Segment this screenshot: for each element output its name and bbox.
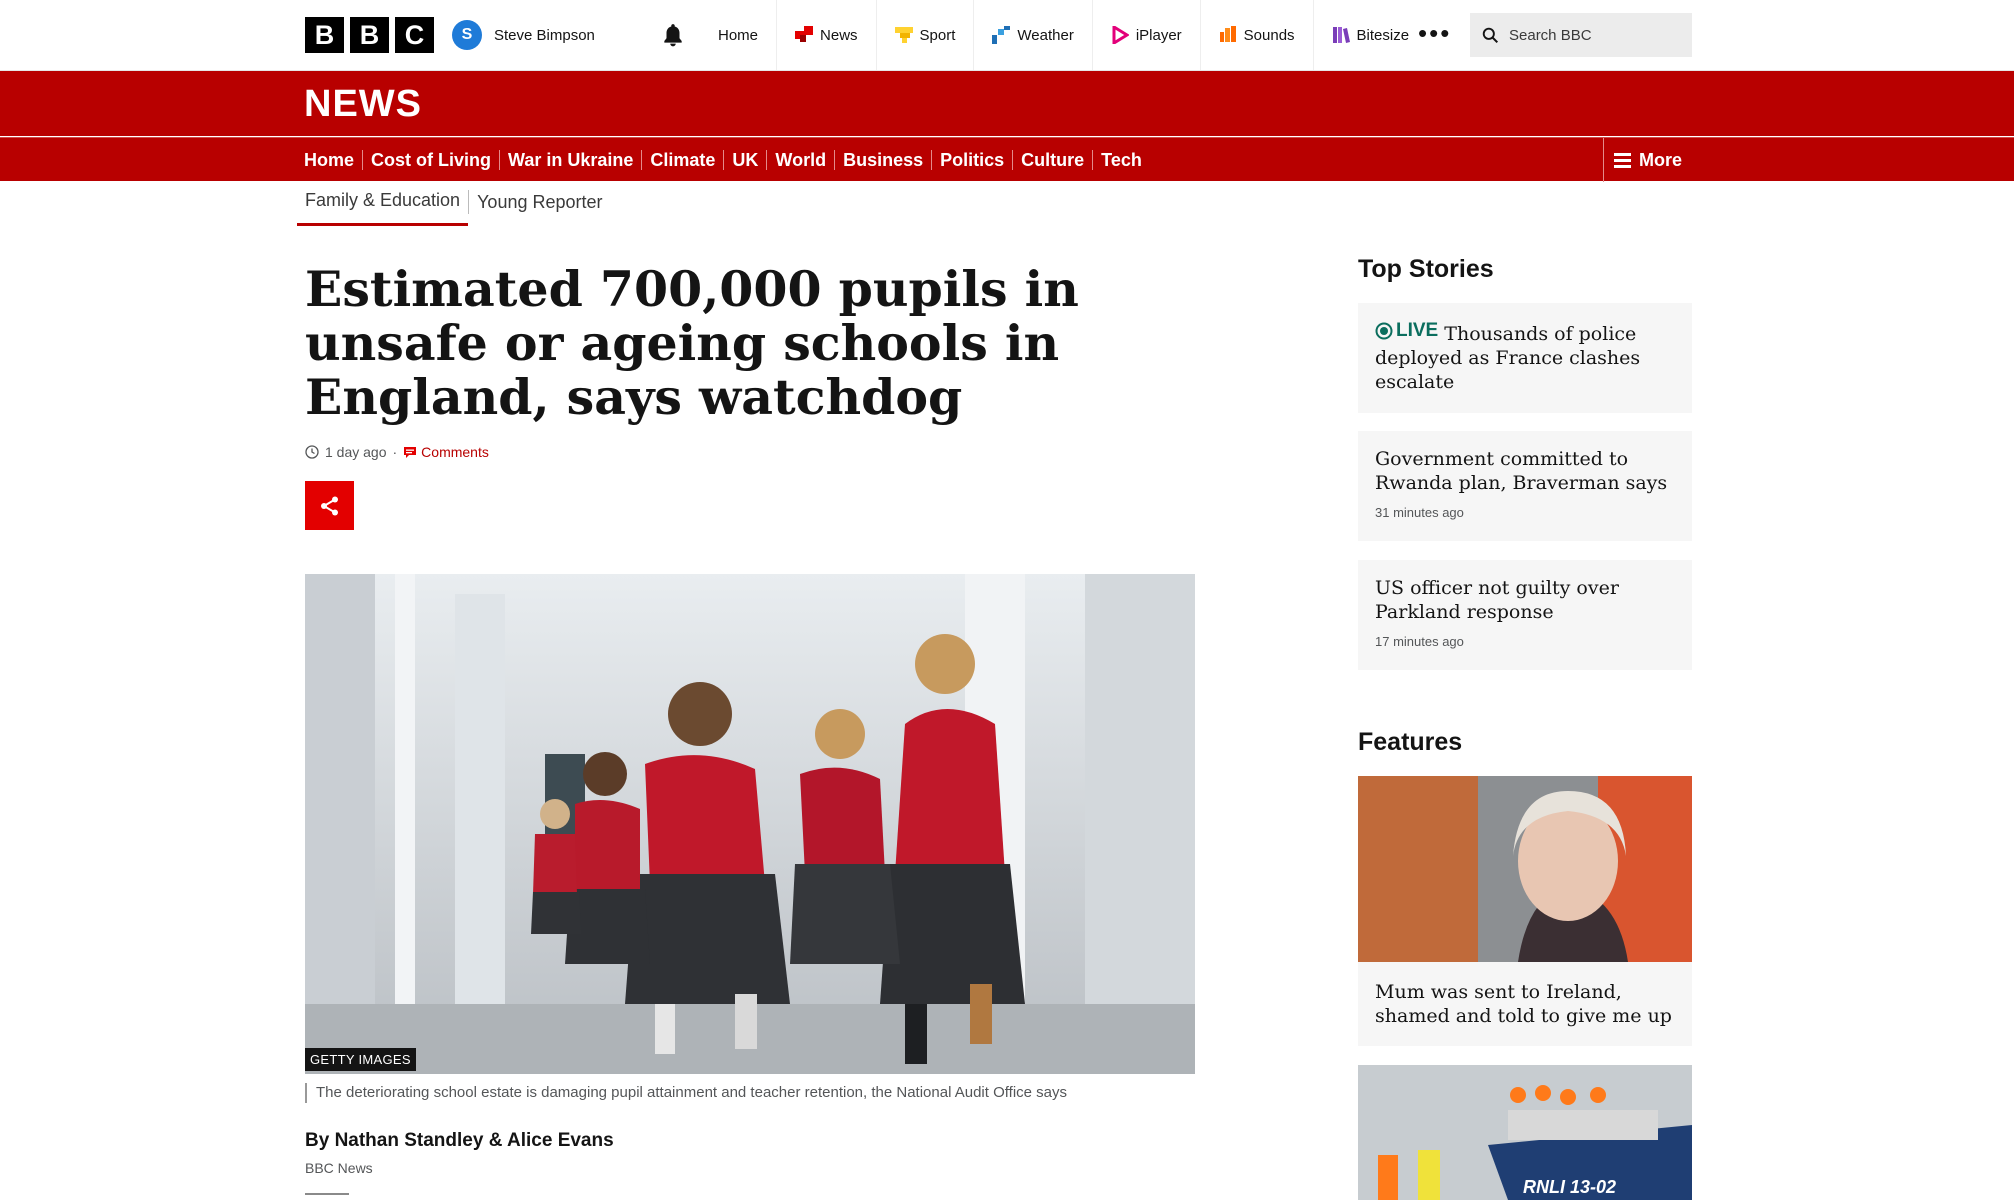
meta-separator: · xyxy=(392,444,398,460)
top-story-card[interactable] xyxy=(1358,560,1692,670)
top-nav-weather[interactable] xyxy=(973,0,1091,70)
live-icon xyxy=(1375,322,1393,340)
bbc-logo[interactable] xyxy=(305,17,434,53)
article-time: 1 day ago xyxy=(325,444,387,460)
top-stories-heading: Top Stories xyxy=(1358,255,1494,283)
news-nav-politics[interactable]: Politics xyxy=(931,150,1012,170)
news-nav-cost-of-living[interactable]: Cost of Living xyxy=(362,150,499,170)
search-placeholder: Search BBC xyxy=(1509,26,1592,44)
bitesize-icon xyxy=(1332,26,1350,44)
feature-card[interactable] xyxy=(1358,1065,1692,1200)
tab-young-reporter[interactable]: Young Reporter xyxy=(477,191,603,212)
news-nav-uk[interactable]: UK xyxy=(723,150,766,170)
logo-letter: B xyxy=(305,17,344,53)
feature-headline: Mum was sent to Ireland, shamed and told to give me up xyxy=(1375,981,1672,1027)
top-nav-label: Bitesize xyxy=(1356,26,1410,44)
top-nav-label: News xyxy=(820,26,858,44)
top-story-title xyxy=(1375,319,1675,394)
article-hero-image xyxy=(305,574,1195,1074)
byline-organisation: BBC News xyxy=(305,1160,373,1176)
account-link[interactable] xyxy=(452,20,595,50)
news-nav-world[interactable]: World xyxy=(766,150,834,170)
top-story-time: 31 minutes ago xyxy=(1375,505,1464,520)
boat-marking: RNLI 13-02 xyxy=(1523,1177,1617,1197)
logo-letter: B xyxy=(350,17,389,53)
top-nav-news[interactable] xyxy=(776,0,876,70)
news-nav-culture[interactable]: Culture xyxy=(1012,150,1092,170)
tab-family-education[interactable]: Family & Education xyxy=(297,190,468,226)
top-story-card[interactable] xyxy=(1358,431,1692,541)
news-nav-business[interactable]: Business xyxy=(834,150,931,170)
top-nav-label: Sounds xyxy=(1243,26,1295,44)
clock-icon xyxy=(305,445,319,459)
byline-authors: By Nathan Standley & Alice Evans xyxy=(305,1130,614,1151)
news-logo[interactable]: NEWS xyxy=(304,83,422,125)
article-meta xyxy=(305,444,489,460)
bbc-top-nav xyxy=(700,0,1427,70)
image-caption: The deteriorating school estate is damaging pupil attainment and teacher retention, the National Audit Office says xyxy=(305,1083,1067,1103)
top-story-headline: Government committed to Rwanda plan, Braverman says xyxy=(1375,448,1668,494)
news-nav-home[interactable]: Home xyxy=(304,150,355,170)
avatar: S xyxy=(452,20,482,50)
top-nav-label: Sport xyxy=(919,26,956,44)
top-nav-home[interactable] xyxy=(700,0,776,70)
more-label: More xyxy=(1639,149,1683,170)
top-nav-sounds[interactable] xyxy=(1200,0,1313,70)
logo-letter: C xyxy=(395,17,434,53)
share-button[interactable] xyxy=(305,481,354,530)
news-section-nav xyxy=(0,137,2014,181)
news-nav-more-button[interactable] xyxy=(1603,138,1692,182)
portrait-illustration xyxy=(1358,776,1692,962)
features-heading: Features xyxy=(1358,728,1463,756)
top-nav-label: Weather xyxy=(1017,26,1074,44)
weather-icon xyxy=(992,26,1010,44)
lifeboat-illustration xyxy=(1358,1065,1692,1200)
top-story-headline: US officer not guilty over Parkland response xyxy=(1375,577,1619,623)
more-menu-button[interactable]: ••• xyxy=(1418,18,1452,48)
account-name: Steve Bimpson xyxy=(494,26,595,44)
top-nav-label: iPlayer xyxy=(1135,26,1182,44)
live-badge xyxy=(1375,319,1438,343)
top-nav-sport[interactable] xyxy=(876,0,974,70)
bbc-masthead xyxy=(0,0,2014,71)
top-story-time: 17 minutes ago xyxy=(1375,634,1464,649)
schoolchildren-running-illustration xyxy=(305,574,1195,1074)
top-nav-bitesize[interactable] xyxy=(1313,0,1428,70)
news-icon xyxy=(795,26,813,44)
image-credit: GETTY IMAGES xyxy=(305,1048,416,1071)
news-nav-war-in-ukraine[interactable]: War in Ukraine xyxy=(499,150,641,170)
iplayer-icon xyxy=(1111,26,1129,44)
comments-label: Comments xyxy=(421,444,489,460)
search-box[interactable] xyxy=(1470,13,1692,57)
sport-icon xyxy=(895,26,913,44)
feature-card[interactable] xyxy=(1358,776,1692,1046)
comments-link[interactable] xyxy=(403,444,489,460)
sounds-icon xyxy=(1219,26,1237,44)
feature-image xyxy=(1358,776,1692,962)
sub-nav xyxy=(297,190,611,226)
top-nav-iplayer[interactable] xyxy=(1092,0,1200,70)
top-nav-label: Home xyxy=(718,26,759,44)
news-nav-climate[interactable]: Climate xyxy=(641,150,723,170)
feature-image xyxy=(1358,1065,1692,1200)
top-story-headline: Thousands of police deployed as France clashes escalate xyxy=(1375,323,1641,393)
top-story-card[interactable] xyxy=(1358,303,1692,413)
article-headline: Estimated 700,000 pupils in unsafe or ageing schools in England, says watchdog xyxy=(305,260,1079,426)
divider xyxy=(305,1193,349,1195)
notifications-bell-icon[interactable] xyxy=(660,22,686,48)
search-icon xyxy=(1482,27,1499,44)
news-banner xyxy=(0,71,2014,136)
live-label: LIVE xyxy=(1396,320,1439,341)
hamburger-icon xyxy=(1614,153,1631,168)
news-nav-tech[interactable]: Tech xyxy=(1092,150,1150,170)
share-icon xyxy=(319,495,341,517)
comment-icon xyxy=(403,446,417,459)
